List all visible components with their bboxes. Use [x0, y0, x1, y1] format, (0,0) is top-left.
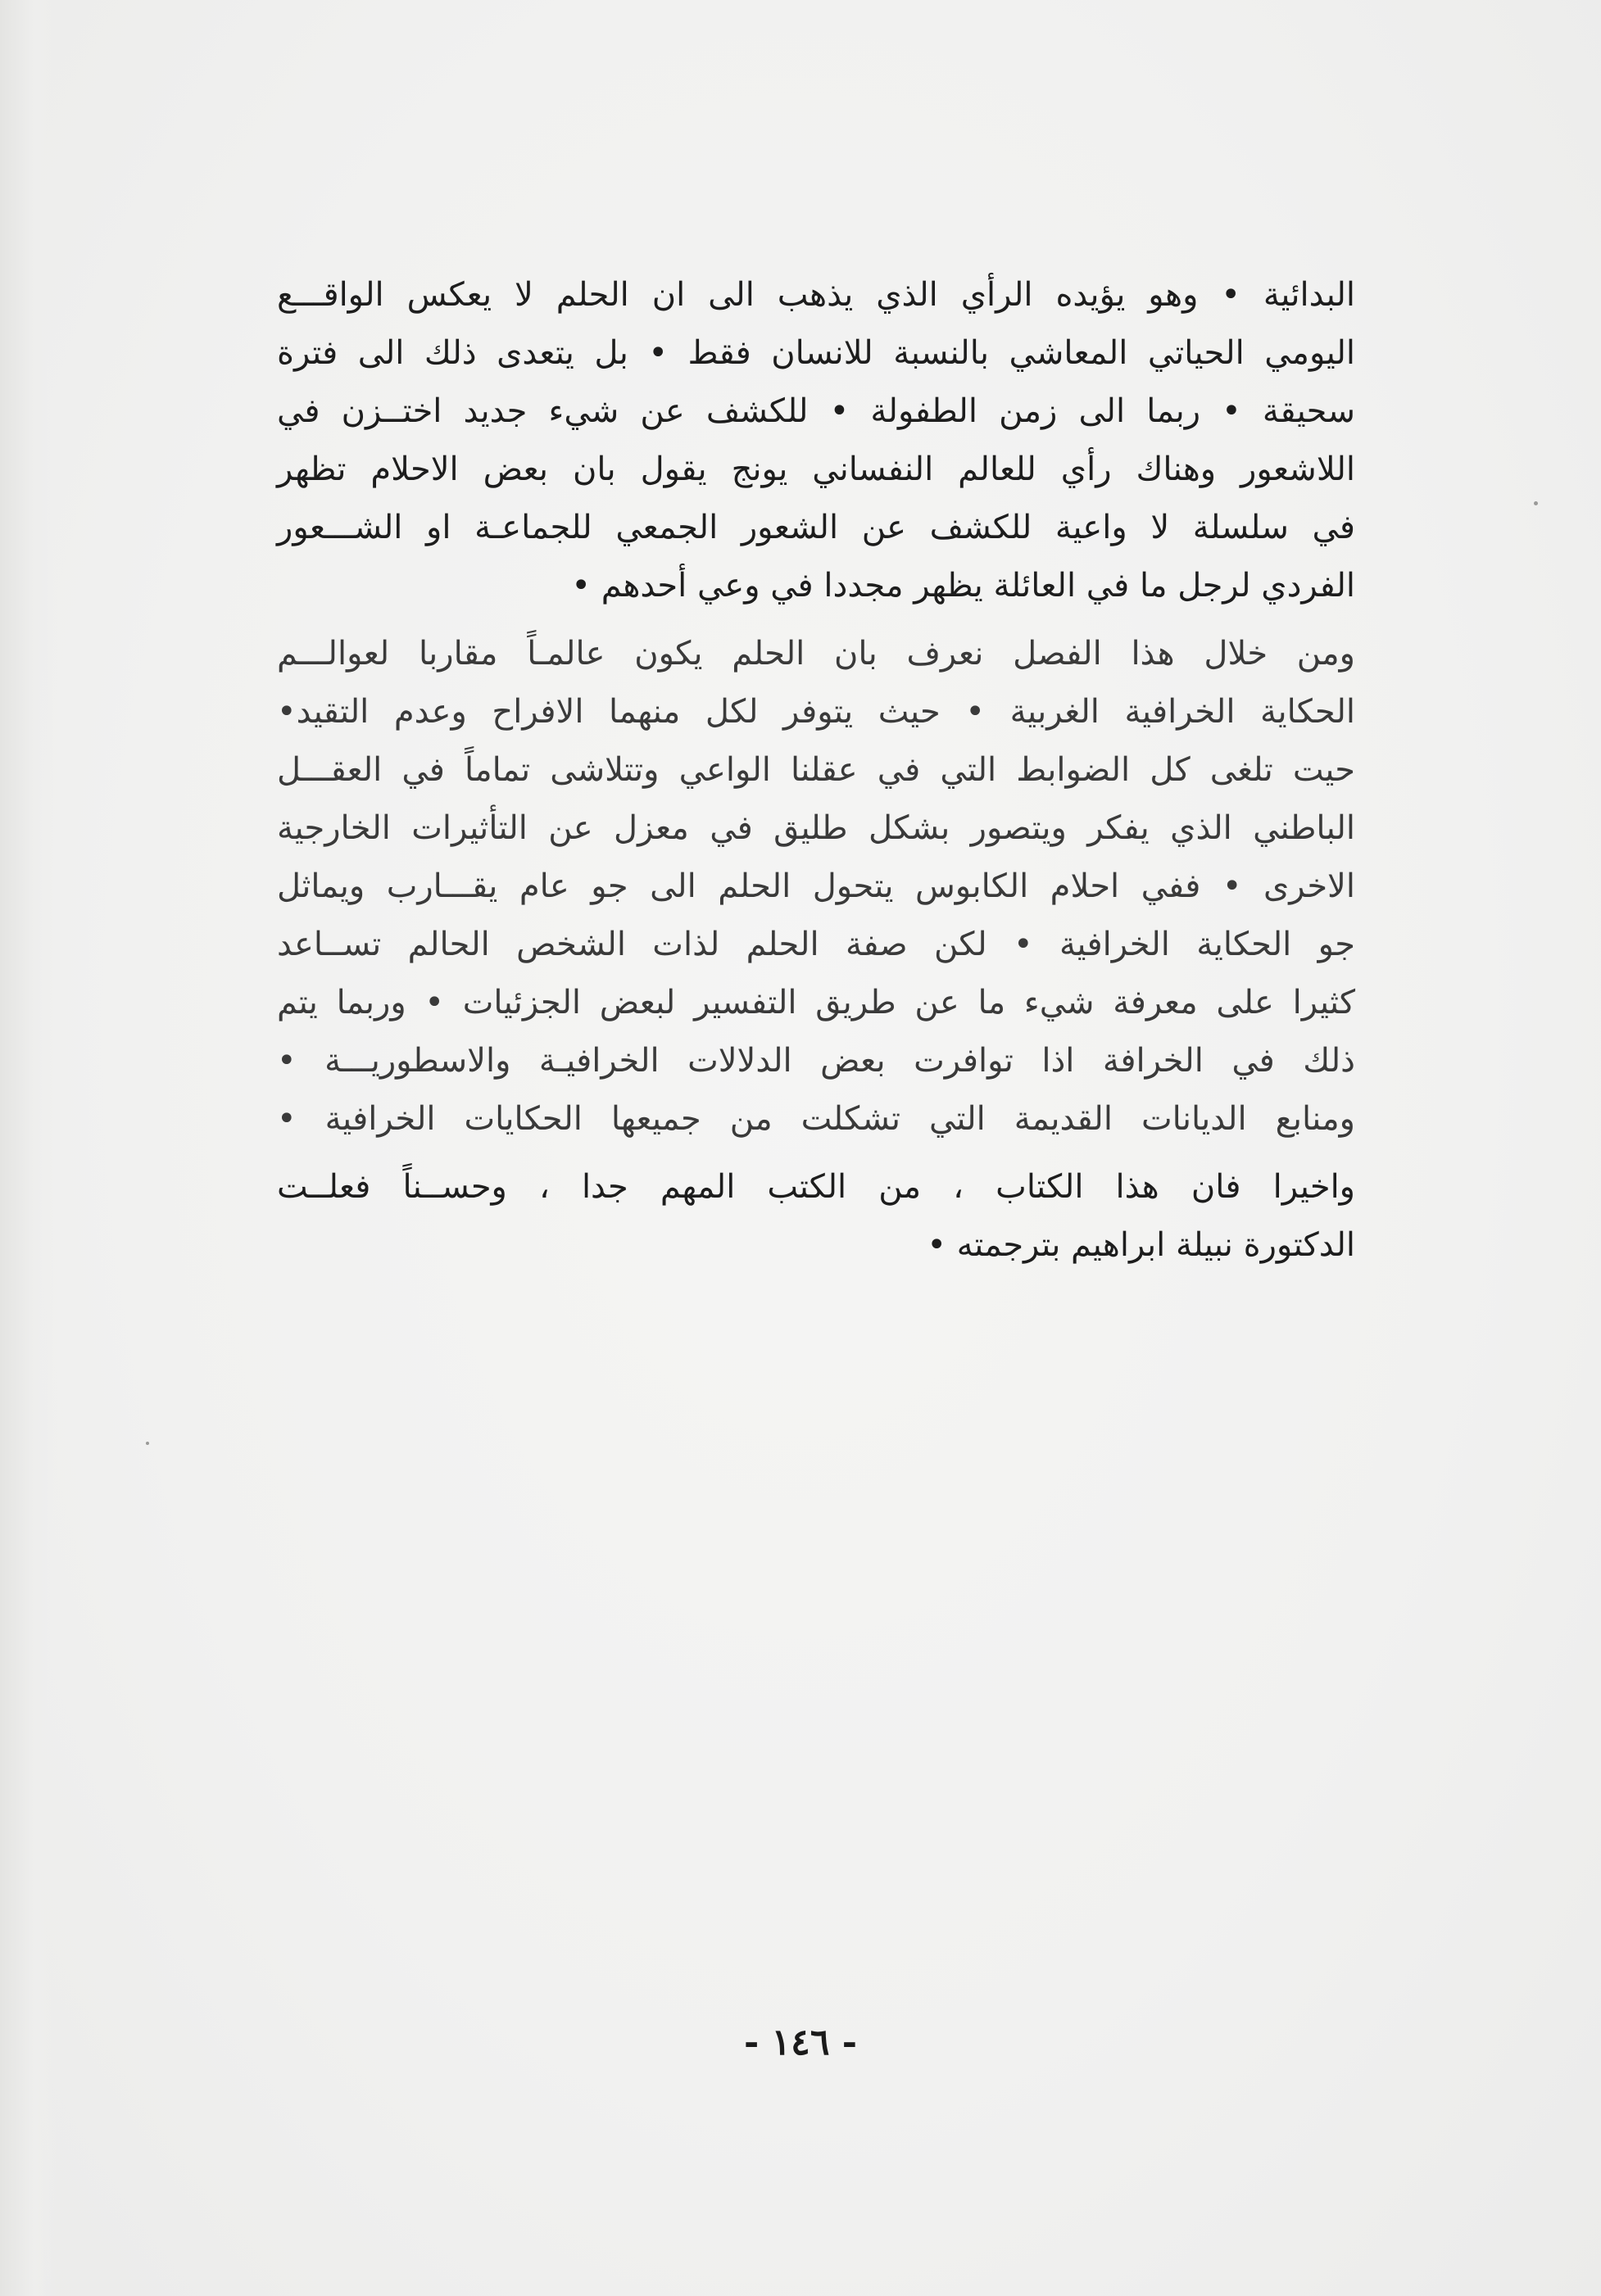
text-line: كثيرا على معرفة شيء ما عن طريق التفسير لبعض الجزئيات • وربما يتم — [277, 984, 1355, 1021]
paragraph-2 — [277, 625, 1355, 1148]
text-line: جو الحكاية الخرافية • لكن صفة الحلم لذات الشخص الحالم تســاعد — [277, 926, 1355, 963]
text-line: الباطني الذي يفكر ويتصور بشكل طليق في معزل عن التأثيرات الخارجية — [277, 809, 1355, 847]
text-line: ومن خلال هذا الفصل نعرف بان الحلم يكون عالمـاً مقاربا لعوالـــم — [277, 635, 1355, 672]
page-edge-shadow — [0, 0, 57, 2296]
text-line: حيت تلغى كل الضوابط التي في عقلنا الواعي وتتلاشى تماماً في العقـــل — [277, 751, 1355, 789]
text-line: الفردي لرجل ما في العائلة يظهر مجددا في وعي أحدهم • — [571, 567, 1355, 605]
text-line: الاخرى • ففي احلام الكابوس يتحول الحلم الى جو عام يقـــارب ويماثل — [277, 867, 1355, 905]
text-line: سحيقة • ربما الى زمن الطفولة • للكشف عن شيء جديد اختــزن في — [277, 392, 1355, 430]
text-line: الحكاية الخرافية الغربية • حيث يتوفر لكل منهما الافراح وعدم التقيد• — [277, 693, 1355, 731]
text-line: اللاشعور وهناك رأي للعالم النفساني يونج يقول بان بعض الاحلام تظهر — [277, 451, 1355, 488]
paragraph-3 — [277, 1158, 1355, 1275]
scan-speck — [1534, 501, 1538, 505]
text-line: ذلك في الخرافة اذا توافرت بعض الدلالات الخرافيـة والاسطوريـــة • — [277, 1042, 1355, 1080]
text-line: اليومي الحياتي المعاشي بالنسبة للانسان فقط • بل يتعدى ذلك الى فترة — [277, 334, 1355, 372]
text-line: الدكتورة نبيلة ابراهيم بترجمته • — [927, 1226, 1355, 1264]
paragraph-1 — [277, 266, 1355, 615]
page-number: - ١٤٦ - — [743, 2022, 858, 2063]
text-line: واخيرا فان هذا الكتاب ، من الكتب المهم جدا ، وحســناً فعلــت — [277, 1168, 1355, 1206]
scan-speck — [146, 1442, 149, 1445]
text-line: في سلسلة لا واعية للكشف عن الشعور الجمعي للجماعـة او الشـــعور — [277, 509, 1355, 546]
text-line: ومنابع الديانات القديمة التي تشكلت من جميعها الحكايات الخرافية • — [277, 1100, 1355, 1138]
text-line: البدائية • وهو يؤيده الرأي الذي يذهب الى ان الحلم لا يعكس الواقـــع — [277, 276, 1355, 314]
body-text — [277, 266, 1355, 1275]
